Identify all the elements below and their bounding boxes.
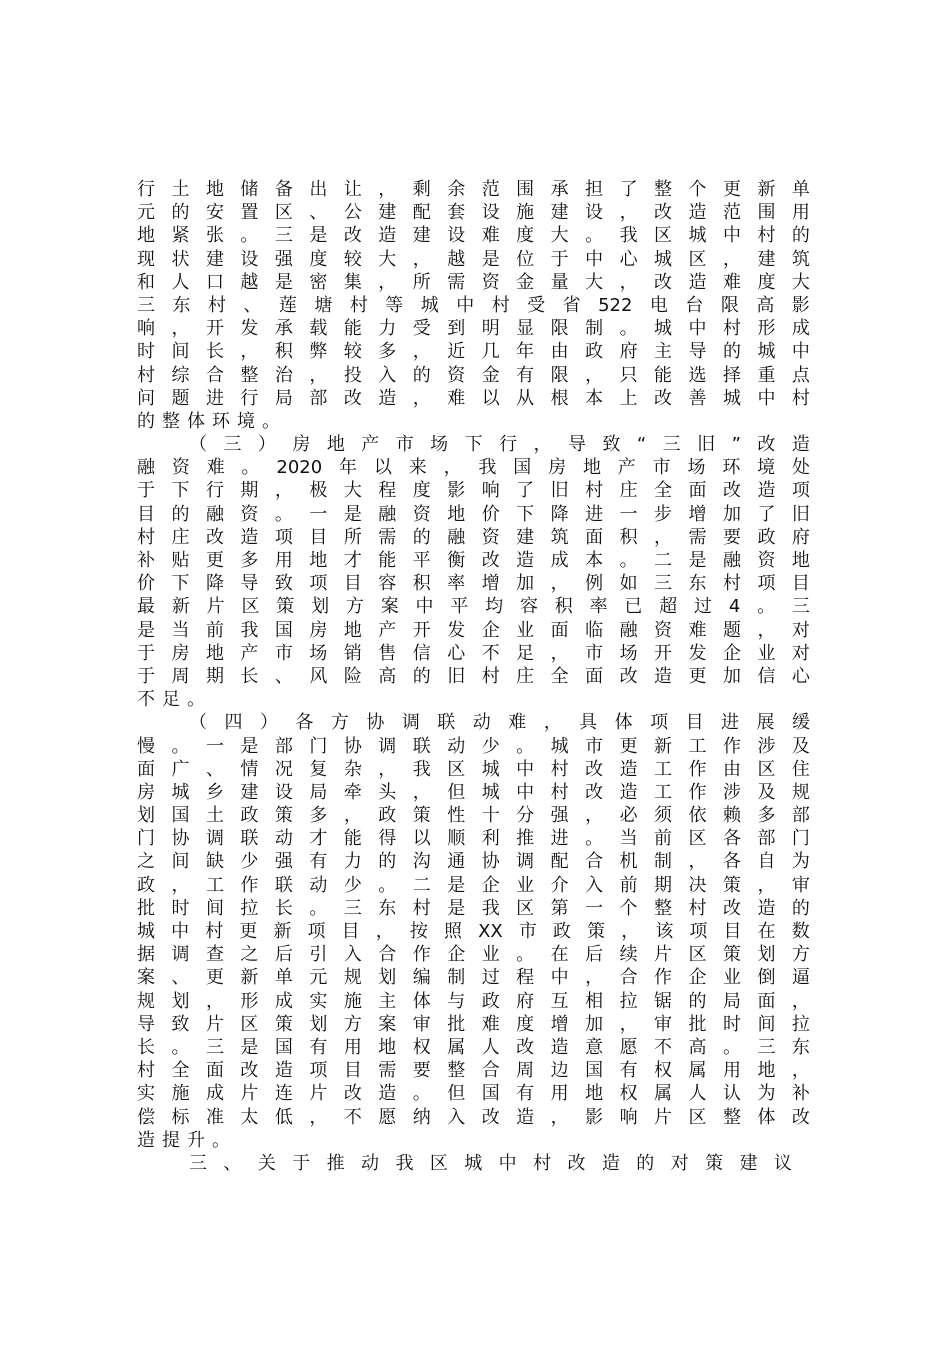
- text-line: 和 人 口 越 是 密 集 ， 所 需 资 金 量 大 ， 改 造 难 度 大: [137, 271, 810, 293]
- text-line: 是 当 前 我 国 房 地 产 开 发 企 业 面 临 融 资 难 题 ， 对: [137, 619, 810, 641]
- text-line: 房 城 乡 建 设 局 牵 头 ， 但 城 中 村 改 造 工 作 涉 及 规: [137, 781, 810, 803]
- text-line: 划 国 土 政 策 多 ， 政 策 性 十 分 强 ， 必 须 依 赖 多 部: [137, 805, 810, 827]
- text-line: 最 新 片 区 策 划 方 案 中 平 均 容 积 率 已 超 过 4 。 三: [137, 596, 810, 618]
- text-line: 村 全 面 改 造 项 目 需 要 整 合 周 边 国 有 权 属 用 地 ，: [137, 1060, 810, 1082]
- text-line: 融 资 难 。 2020 年 以 来 ， 我 国 房 地 产 市 场 环 境 处: [137, 457, 810, 479]
- text-line: 导 致 片 区 策 划 方 案 审 批 难 度 增 加 ， 审 批 时 间 拉: [137, 1013, 810, 1035]
- text-line: 慢 。 一 是 部 门 协 调 联 动 少 。 城 市 更 新 工 作 涉 及: [137, 735, 810, 757]
- text-line: 于 周 期 长 、 风 险 高 的 旧 村 庄 全 面 改 造 更 加 信 心: [137, 665, 810, 687]
- text-line: 规 划 ， 形 成 实 施 主 体 与 政 府 互 相 拉 锯 的 局 面 ，: [137, 990, 810, 1012]
- text-line: 造提升。: [137, 1129, 237, 1151]
- text-line: 长 。 三 是 国 有 用 地 权 属 人 改 造 意 愿 不 高 。 三 东: [137, 1036, 810, 1058]
- text-line: 于 下 行 期 ， 极 大 程 度 影 响 了 旧 村 庄 全 面 改 造 项: [137, 480, 810, 502]
- chapter-heading-3: 三 、 关 于 推 动 我 区 城 中 村 改 造 的 对 策 建 议: [189, 1152, 792, 1174]
- text-line: 批 时 间 拉 长 。 三 东 村 是 我 区 第 一 个 整 村 改 造 的: [137, 897, 810, 919]
- text-line: 地 紧 张 。 三 是 改 造 建 设 难 度 大 。 我 区 城 中 村 的: [137, 225, 810, 247]
- text-line: 门 协 调 联 动 才 能 得 以 顺 利 推 进 。 当 前 区 各 部 门: [137, 828, 810, 850]
- text-line: 不足。: [137, 689, 212, 711]
- text-line: 价 下 降 导 致 项 目 容 积 率 增 加 ， 例 如 三 东 村 项 目: [137, 573, 810, 595]
- text-line: 现 状 建 设 强 度 较 大 ， 越 是 位 于 中 心 城 区 ， 建 筑: [137, 248, 810, 270]
- text-line: 的整体环境。: [137, 410, 287, 432]
- text-line: 响 ， 开 发 承 载 能 力 受 到 明 显 限 制 。 城 中 村 形 成: [137, 318, 810, 340]
- text-line: 面 广 、 情 况 复 杂 ， 我 区 城 中 村 改 造 工 作 由 区 住: [137, 758, 810, 780]
- text-line: 行 土 地 储 备 出 让 ， 剩 余 范 围 承 担 了 整 个 更 新 单: [137, 179, 810, 200]
- text-line: 案 、 更 新 单 元 规 划 编 制 过 程 中 ， 合 作 企 业 倒 逼: [137, 967, 810, 989]
- text-line: 据 调 查 之 后 引 入 合 作 企 业 。 在 后 续 片 区 策 划 方: [137, 944, 810, 966]
- text-line: 村 庄 改 造 项 目 所 需 的 融 资 建 筑 面 积 ， 需 要 政 府: [137, 526, 810, 548]
- text-line: 城 中 村 更 新 项 目 ， 按 照 XX 市 政 策 ， 该 项 目 在 数: [137, 921, 810, 942]
- text-line: 实 施 成 片 连 片 改 造 。 但 国 有 用 地 权 属 人 认 为 补: [137, 1083, 810, 1105]
- text-line: 目 的 融 资 。 一 是 融 资 地 价 下 降 进 一 步 增 加 了 旧: [137, 503, 810, 525]
- text-line: 政 ， 工 作 联 动 少 。 二 是 企 业 介 入 前 期 决 策 ， 审: [137, 874, 810, 896]
- text-line: 补 贴 更 多 用 地 才 能 平 衡 改 造 成 本 。 二 是 融 资 地: [137, 550, 810, 571]
- text-line: 时 间 长 ， 积 弊 较 多 ， 近 几 年 由 政 府 主 导 的 城 中: [137, 341, 810, 363]
- section-heading-4: （ 四 ） 各 方 协 调 联 动 难 ， 具 体 项 目 进 展 缓: [189, 712, 810, 734]
- text-line: 之 间 缺 少 强 有 力 的 沟 通 协 调 配 合 机 制 ， 各 自 为: [137, 851, 810, 873]
- text-line: 三 东 村 、 莲 塘 村 等 城 中 村 受 省 522 电 台 限 高 影: [137, 294, 810, 316]
- text-line: 问 题 进 行 局 部 改 造 ， 难 以 从 根 本 上 改 善 城 中 村: [137, 387, 810, 409]
- text-line: 村 综 合 整 治 ， 投 入 的 资 金 有 限 ， 只 能 选 择 重 点: [137, 364, 810, 386]
- section-heading-3: （ 三 ） 房 地 产 市 场 下 行 ， 导 致 “ 三 旧 ” 改 造: [189, 434, 810, 456]
- text-line: 元 的 安 置 区 、 公 建 配 套 设 施 建 设 ， 改 造 范 围 用: [137, 202, 810, 224]
- text-line: 偿 标 准 太 低 ， 不 愿 纳 入 改 造 ， 影 响 片 区 整 体 改: [137, 1106, 810, 1128]
- body-text: [137, 178, 810, 1175]
- text-line: 于 房 地 产 市 场 销 售 信 心 不 足 ， 市 场 开 发 企 业 对: [137, 642, 810, 664]
